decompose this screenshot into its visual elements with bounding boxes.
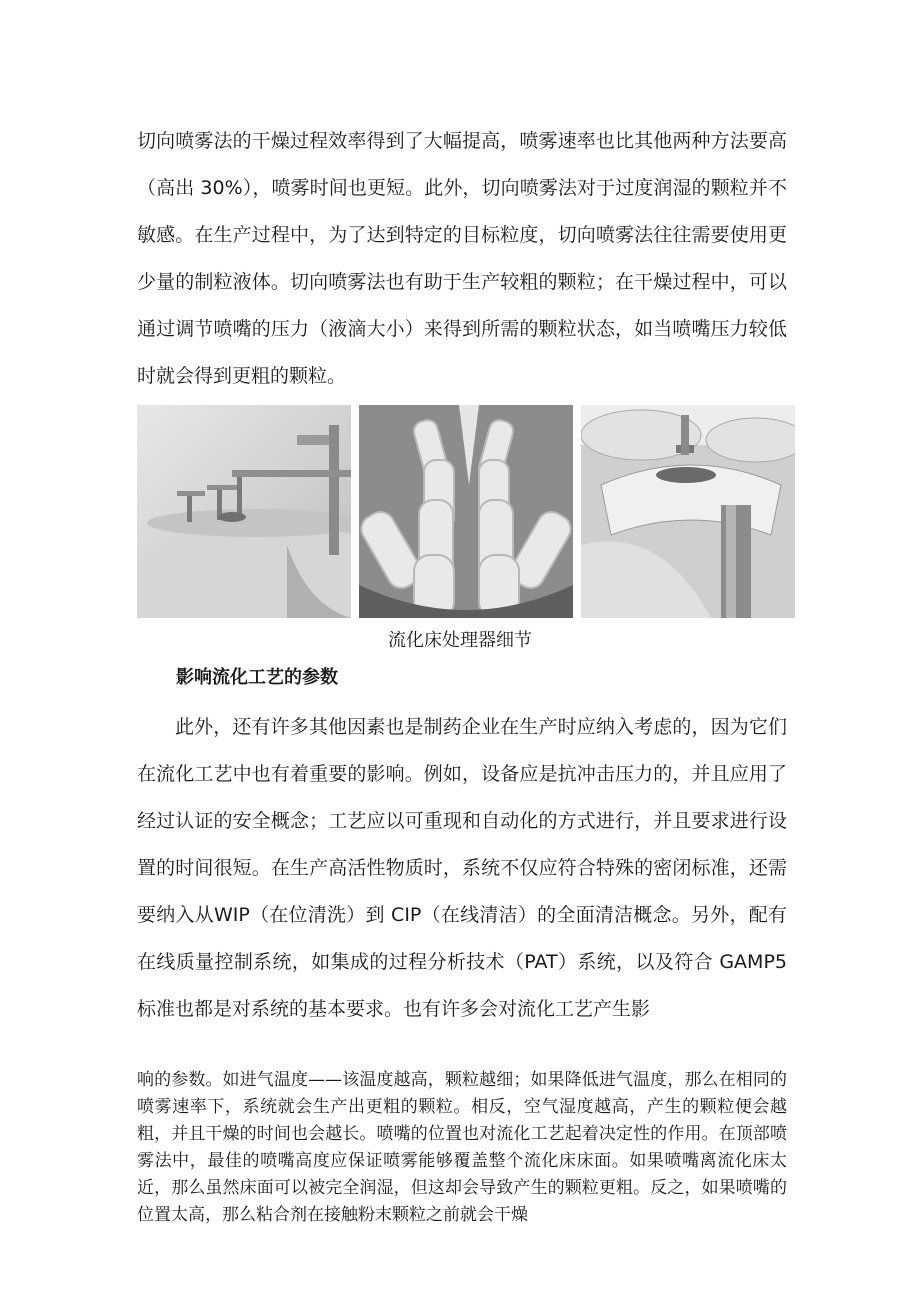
photo-caption: 流化床处理器细节 (388, 630, 532, 651)
paragraph-tangential-spray: 切向喷雾法的干燥过程效率得到了大幅提高，喷雾速率也比其他两种方法要高（高出 30%），喷雾时间也更短。此外，切向喷雾法对于过度润湿的颗粒并不敏感。在生产过程中，为了达到特定的目标粒度，切向喷雾法往往需要使用更少量的制粒液体。切向喷雾法也有助于生产较粗的颗粒；在干燥过程中，可以通过调节喷嘴的压力（液滴大小）来得到所需的颗粒状态，如当喷嘴压力较低时就会得到更粗的颗粒。 (137, 130, 787, 387)
photo-filter-bags (359, 405, 573, 618)
section-heading: 影响流化工艺的参数 (176, 667, 338, 688)
photo-strip (137, 405, 795, 618)
photo-spray-nozzles (137, 405, 351, 618)
paragraph-parameters: 响的参数。如进气温度——该温度越高，颗粒越细；如果降低进气温度，那么在相同的喷雾速率下，系统就会生产出更粗的颗粒。相反，空气湿度越高，产生的颗粒便会越粗，并且干燥的时间也会越长。喷嘴的位置也对流化工艺起着决定性的作用。在顶部喷雾法中，最佳的喷嘴高度应保证喷雾能够覆盖整个流化床床面。如果喷嘴离流化床太近，那么虽然床面可以被完全润湿，但这却会导致产生的颗粒更粗。反之，如果喷嘴的位置太高，那么粘合剂在接触粉末颗粒之前就会干燥 (137, 1070, 787, 1225)
photo-bag-holder (581, 405, 795, 618)
paragraph-process-factors: 此外，还有许多其他因素也是制药企业在生产时应纳入考虑的，因为它们在流化工艺中也有着重要的影响。例如，设备应是抗冲击压力的，并且应用了经过认证的安全概念；工艺应以可重现和自动化的方式进行，并且要求进行设置的时间很短。在生产高活性物质时，系统不仅应符合特殊的密闭标准，还需要纳入从WIP（在位清洗）到 CIP（在线清洁）的全面清洁概念。另外，配有在线质量控制系统，如集成的过程分析技术（PAT）系统，以及符合 GAMP5 标准也都是对系统的基本要求。也有许多会对流化工艺产生影 (137, 716, 787, 1020)
